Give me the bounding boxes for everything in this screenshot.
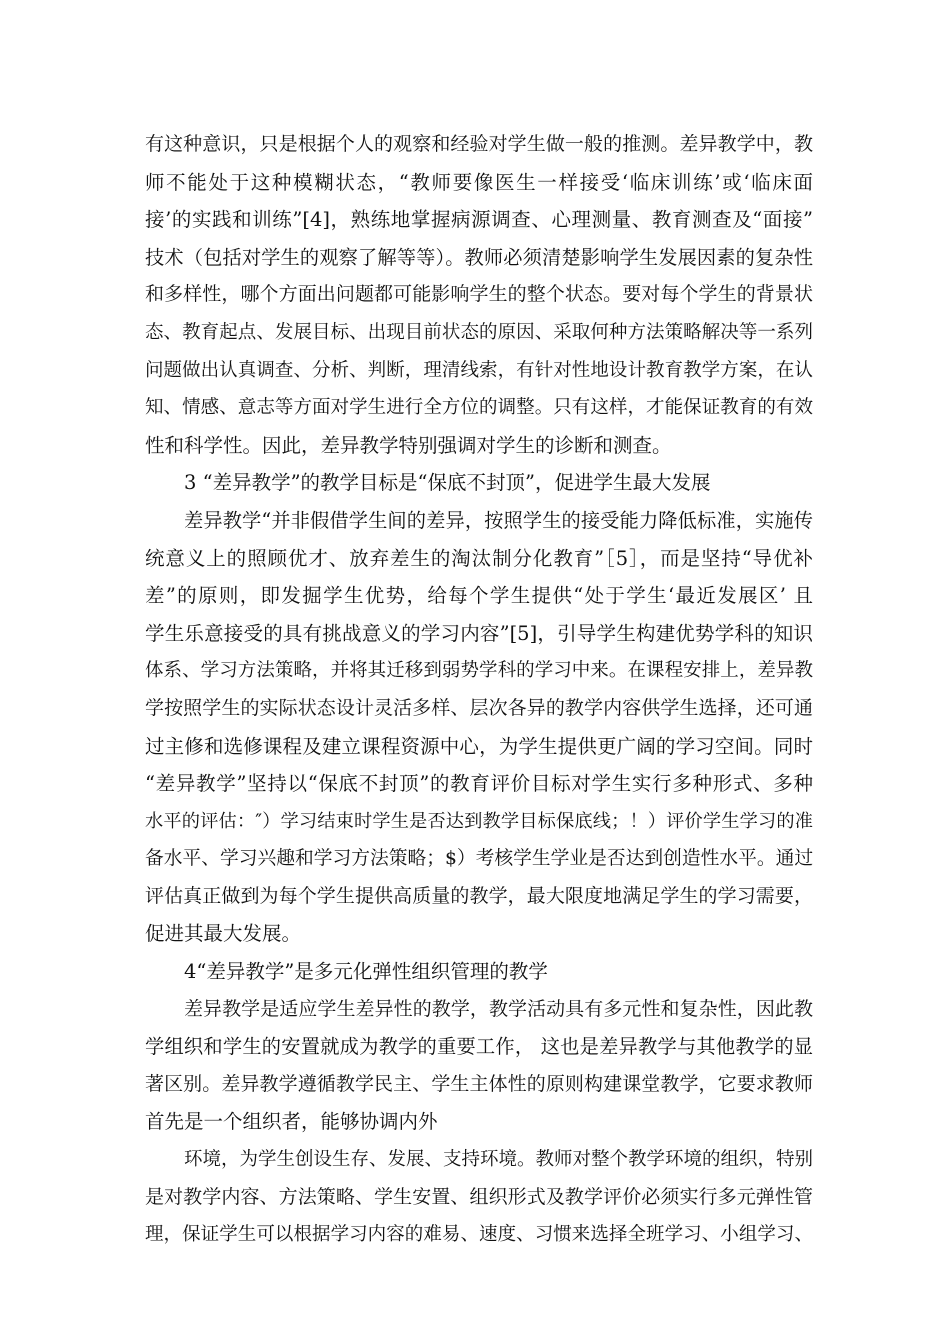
text-line: “差异教学”坚持以“保底不封顶”的教育评价目标对学生实行多种形式、多种 bbox=[145, 772, 813, 796]
text-line: 差”的原则，即发掘学生优势，给每个学生提供“处于学生‘最近发展区’ 且 bbox=[145, 584, 813, 608]
text-line: 3 “差异教学”的教学目标是“保底不封顶”，促进学生最大发展 bbox=[184, 471, 711, 495]
text-line: 4“差异教学”是多元化弹性组织管理的教学 bbox=[184, 960, 548, 984]
text-line: 环境，为学生创设生存、发展、支持环境。教师对整个教学环境的组织，特别 bbox=[184, 1149, 814, 1171]
text-line: 过主修和选修课程及建立课程资源中心，为学生提供更广阔的学习空间。同时 bbox=[145, 734, 813, 758]
text-line: 师不能处于这种模糊状态，“教师要像医生一样接受‘临床训练’或‘临床面 bbox=[145, 170, 813, 194]
text-line: 学生乐意接受的具有挑战意义的学习内容”[5]，引导学生构建优势学科的知识 bbox=[145, 621, 813, 645]
text-line: 是对教学内容、方法策略、学生安置、组织形式及教学评价必须实行多元弹性管 bbox=[145, 1185, 813, 1208]
text-line: 态、教育起点、发展目标、出现目前状态的原因、采取何种方法策略解决等一系列 bbox=[145, 321, 813, 343]
text-line: 差异教学是适应学生差异性的教学，教学活动具有多元性和复杂性，因此教 bbox=[184, 997, 813, 1020]
text-line: 备水平、学习兴趣和学习方法策略；$）考核学生学业是否达到创造性水平。通过 bbox=[145, 848, 814, 870]
text-line: 和多样性，哪个方面出问题都可能影响学生的整个状态。要对每个学生的背景状 bbox=[145, 283, 813, 306]
text-line: 学组织和学生的安置就成为教学的重要工作， 这也是差异教学与其他教学的显 bbox=[145, 1035, 813, 1059]
text-line: 接’的实践和训练”[4]，熟练地掌握病源调查、心理测量、教育测查及“面接” bbox=[145, 208, 813, 232]
text-line: 著区别。差异教学遵循教学民主、学生主体性的原则构建课堂教学，它要求教师 bbox=[145, 1072, 813, 1095]
text-line: 促进其最大发展。 bbox=[145, 922, 302, 946]
text-line: 学按照学生的实际状态设计灵活多样、层次各异的教学内容供学生选择，还可通 bbox=[145, 696, 813, 719]
text-line: 体系、学习方法策略，并将其迁移到弱势学科的学习中来。在课程安排上，差异教 bbox=[145, 660, 813, 682]
text-line: 差异教学“并非假借学生间的差异，按照学生的接受能力降低标准，实施传 bbox=[184, 508, 813, 532]
text-line: 统意义上的照顾优才、放弃差生的淘汰制分化教育”［5］，而是坚持“导优补 bbox=[145, 546, 813, 570]
text-line: 问题做出认真调查、分析、判断，理清线索，有针对性地设计教育教学方案，在认 bbox=[145, 359, 813, 381]
text-line: 首先是一个组织者，能够协调内外 bbox=[145, 1110, 438, 1134]
text-line: 性和科学性。因此，差异教学特别强调对学生的诊断和测查。 bbox=[145, 433, 672, 457]
text-line: 有这种意识，只是根据个人的观察和经验对学生做一般的推测。差异教学中，教 bbox=[145, 133, 813, 155]
text-line: 技术（包括对学生的观察了解等等）。教师必须清楚影响学生发展因素的复杂性 bbox=[145, 245, 813, 269]
text-line: 知、情感、意志等方面对学生进行全方位的调整。只有这样，才能保证教育的有效 bbox=[145, 397, 813, 419]
document-body bbox=[145, 126, 813, 1254]
text-line: 理，保证学生可以根据学习内容的难易、速度、习惯来选择全班学习、小组学习、 bbox=[145, 1224, 813, 1246]
text-line: 水平的评估：″）学习结束时学生是否达到教学目标保底线；！）评价学生学习的准 bbox=[145, 810, 813, 832]
text-line: 评估真正做到为每个学生提供高质量的教学，最大限度地满足学生的学习需要， bbox=[145, 884, 813, 907]
